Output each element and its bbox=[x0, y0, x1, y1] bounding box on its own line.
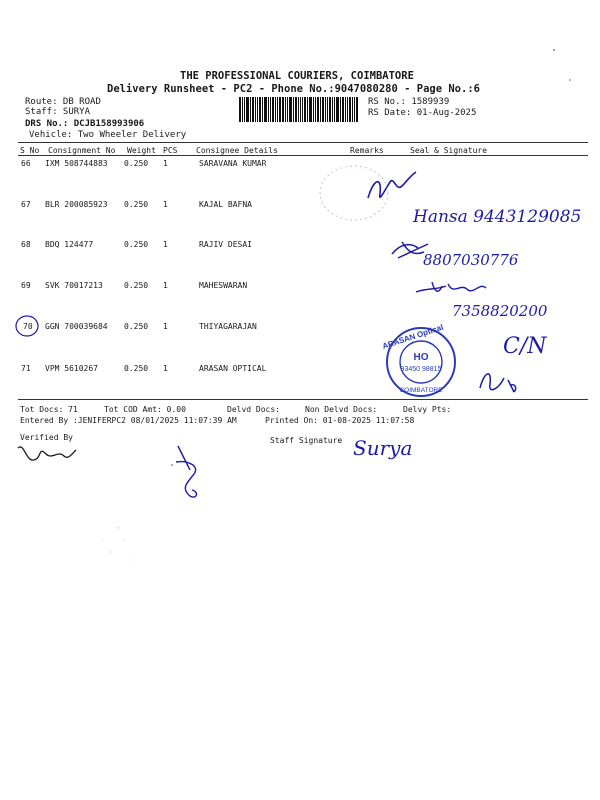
col-header-seal: Seal & Signature bbox=[410, 146, 488, 155]
row-consignment: SVK 70017213 bbox=[45, 281, 103, 290]
row-consignment: VPM 5610267 bbox=[45, 364, 98, 373]
delivery-points: Delvy Pts: bbox=[403, 405, 452, 414]
col-header-consignee: Consignee Details bbox=[196, 146, 278, 155]
svg-text:93450 98815: 93450 98815 bbox=[400, 366, 442, 373]
row-weight: 0.250 bbox=[124, 281, 149, 290]
row-consignee: ARASAN OPTICAL bbox=[199, 364, 267, 373]
row-sno: 67 bbox=[21, 200, 31, 209]
row-consignment: BDQ 124477 bbox=[45, 240, 94, 249]
row-consignment: GGN 700039684 bbox=[45, 322, 108, 331]
row-weight: 0.250 bbox=[124, 200, 149, 209]
svg-text:COIMBATORE: COIMBATORE bbox=[399, 387, 443, 394]
handwritten-phone-hansa: Hansa 9443129085 bbox=[413, 207, 582, 227]
company-title: THE PROFESSIONAL COURIERS, COIMBATORE bbox=[180, 70, 414, 82]
row-sno: 69 bbox=[21, 281, 31, 290]
total-docs: Tot Docs: 71 bbox=[20, 405, 78, 414]
row-consignee: THIYAGARAJAN bbox=[199, 322, 257, 331]
staff-label: Staff: SURYA bbox=[25, 107, 91, 117]
col-header-remarks: Remarks bbox=[350, 146, 384, 155]
row-weight: 0.250 bbox=[124, 322, 149, 331]
total-cod: Tot COD Amt: 0.00 bbox=[104, 405, 186, 414]
row-consignee: MAHESWARAN bbox=[199, 281, 248, 290]
row-consignee: RAJIV DESAI bbox=[199, 240, 252, 249]
row-pcs: 1 bbox=[163, 200, 168, 209]
row-pcs: 1 bbox=[163, 364, 168, 373]
rs-number: RS No.: 1589939 bbox=[368, 97, 450, 107]
handwritten-phone-rajiv: 8807030776 bbox=[423, 251, 519, 269]
row-consignee: KAJAL BAFNA bbox=[199, 200, 252, 209]
runsheet-subtitle: Delivery Runsheet - PC2 - Phone No.:9047080280 - Page No.:6 bbox=[107, 83, 480, 95]
row-weight: 0.250 bbox=[124, 240, 149, 249]
row-weight: 0.250 bbox=[124, 364, 149, 373]
col-header-weight: Weight bbox=[127, 146, 156, 155]
row-consignee: SARAVANA KUMAR bbox=[199, 159, 267, 168]
row-sno: 68 bbox=[21, 240, 31, 249]
handwritten-staff-signature: Surya bbox=[353, 436, 413, 460]
vehicle-label: Vehicle: Two Wheeler Delivery bbox=[29, 130, 187, 140]
row-sno: 70 bbox=[23, 322, 33, 331]
svg-text:ARASAN Optical: ARASAN Optical bbox=[381, 322, 445, 351]
svg-text:HO: HO bbox=[413, 352, 429, 363]
col-header-consignment: Consignment No bbox=[48, 146, 116, 155]
handwritten-phone-maheswaran: 7358820200 bbox=[452, 302, 548, 320]
row-pcs: 1 bbox=[163, 281, 168, 290]
drs-number: DRS No.: DCJB158993906 bbox=[25, 119, 145, 129]
col-header-pcs: PCS bbox=[163, 146, 178, 155]
printed-on: Printed On: 01-08-2025 11:07:58 bbox=[265, 416, 415, 425]
row-weight: 0.250 bbox=[124, 159, 149, 168]
row-sno: 66 bbox=[21, 159, 31, 168]
delivered-docs: Delvd Docs: bbox=[227, 405, 280, 414]
row-sno: 71 bbox=[21, 364, 31, 373]
handwritten-cn-note: C/N bbox=[503, 334, 547, 359]
col-header-sno: S No bbox=[20, 146, 40, 155]
route-label: Route: DB ROAD bbox=[25, 97, 101, 107]
row-consignment: IXM 508744883 bbox=[45, 159, 108, 168]
row-pcs: 1 bbox=[163, 240, 168, 249]
staff-signature-label: Staff Signature bbox=[270, 436, 343, 445]
row-pcs: 1 bbox=[163, 322, 168, 331]
rs-date: RS Date: 01-Aug-2025 bbox=[368, 108, 477, 118]
row-consignment: BLR 200085923 bbox=[45, 200, 108, 209]
entered-by: Entered By :JENIFERPC2 08/01/2025 11:07:39 AM bbox=[20, 416, 237, 425]
row-pcs: 1 bbox=[163, 159, 168, 168]
verified-by-label: Verified By bbox=[20, 433, 73, 442]
non-delivered-docs: Non Delvd Docs: bbox=[305, 405, 378, 414]
